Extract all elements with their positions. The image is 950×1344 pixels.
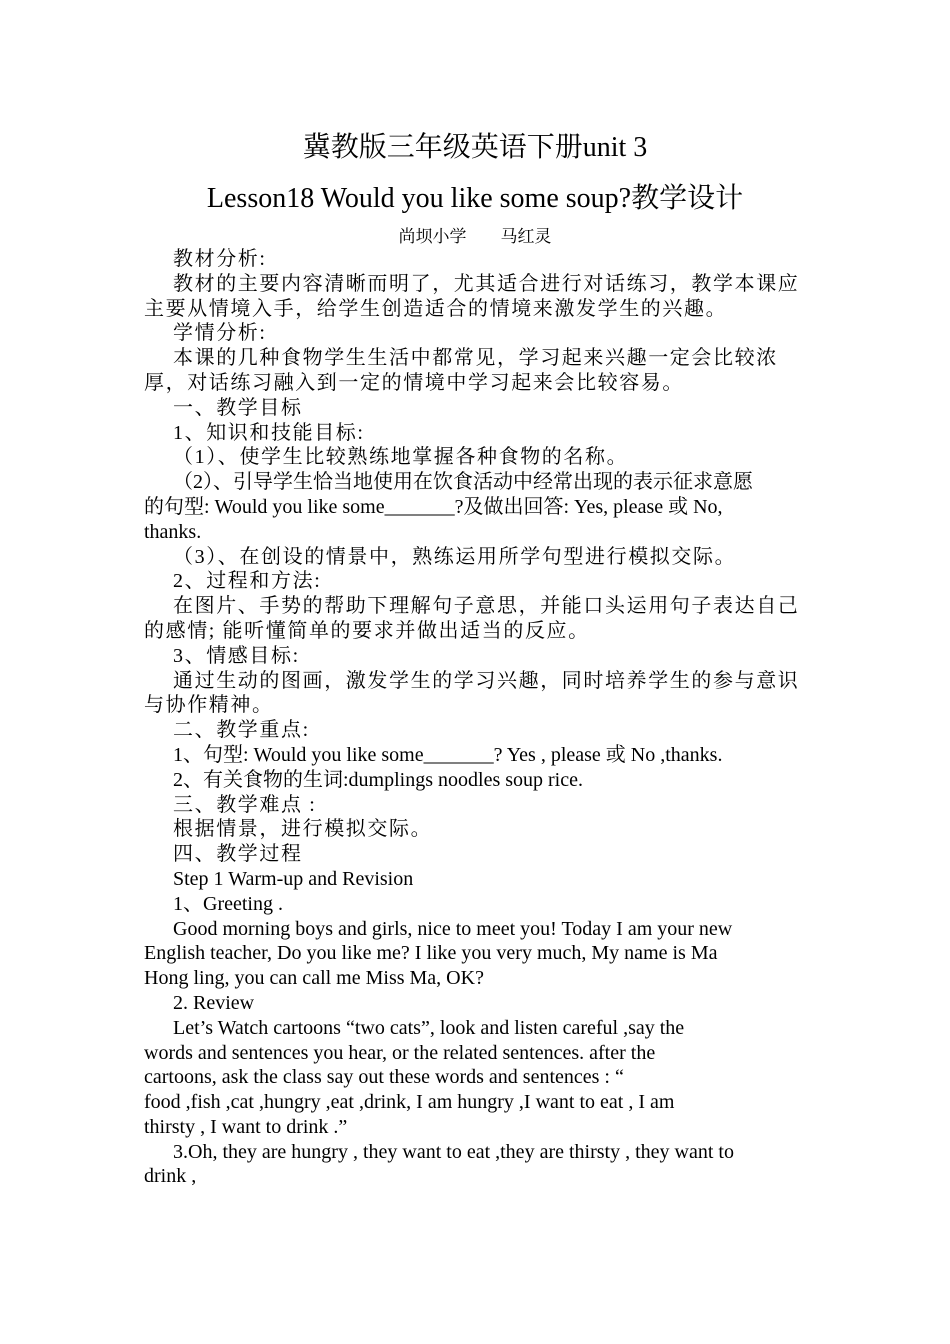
paragraph-line: thirsty , I want to drink .”: [144, 1115, 348, 1138]
paragraph-line: Good morning boys and girls, nice to meet you! Today I am your new: [173, 917, 733, 940]
paragraph-line: English teacher, Do you like me? I like you very much, My name is Ma: [144, 942, 718, 965]
section-heading: 四、教学过程: [173, 843, 303, 866]
document-title-line-1: 冀教版三年级英语下册unit 3: [302, 132, 648, 163]
paragraph-line: 2. Review: [173, 991, 255, 1014]
subsection-heading: 1、知识和技能目标:: [173, 421, 365, 444]
paragraph-line: （3）、在创设的情景中，熟练运用所学句型进行模拟交际。: [173, 545, 737, 568]
paragraph-line: 的句型: Would you like some_______?及做出回答: Yes, please 或 No,: [144, 495, 723, 518]
paragraph-line: 1、句型: Would you like some_______? Yes , please 或 No ,thanks.: [173, 743, 723, 766]
author-line: 尚坝小学 马红灵: [398, 227, 552, 246]
subsection-heading: 3、情感目标:: [173, 644, 300, 667]
paragraph-line: Hong ling, you can call me Miss Ma, OK?: [144, 967, 484, 990]
document-title-line-2: Lesson18 Would you like some soup?教学设计: [206, 183, 744, 214]
paragraph-line: （2）、引导学生恰当地使用在饮食活动中经常出现的表示征求意愿: [173, 471, 753, 494]
paragraph-line: 根据情景，进行模拟交际。: [173, 818, 433, 841]
paragraph-line: drink ,: [144, 1165, 197, 1188]
paragraph-line: 2、有关食物的生词:dumplings noodles soup rice.: [173, 768, 583, 791]
paragraph-line: thanks.: [144, 520, 202, 543]
paragraph-line: 与协作精神。: [144, 694, 274, 717]
paragraph-line: 的感情; 能听懂简单的要求并做出适当的反应。: [144, 619, 590, 642]
paragraph-line: （1）、使学生比较熟练地掌握各种食物的名称。: [173, 446, 629, 469]
heading-student-analysis: 学情分析:: [173, 322, 267, 345]
paragraph-line: cartoons, ask the class say out these words and sentences : “: [144, 1066, 624, 1089]
subsection-heading: 2、过程和方法:: [173, 570, 322, 593]
heading-textbook-analysis: 教材分析:: [173, 248, 267, 270]
section-heading: 三、教学难点 :: [173, 793, 317, 816]
paragraph-line: 通过生动的图画，激发学生的学习兴趣，同时培养学生的参与意识: [173, 669, 800, 692]
paragraph-line: words and sentences you hear, or the related sentences. after the: [144, 1041, 656, 1064]
paragraph-line: 3.Oh, they are hungry , they want to eat ,they are thirsty , they want to: [173, 1140, 734, 1163]
section-heading: 一、教学目标: [173, 396, 303, 419]
paragraph-line: 在图片、手势的帮助下理解句子意思，并能口头运用句子表达自己: [173, 595, 800, 618]
paragraph-line: 厚，对话练习融入到一定的情境中学习起来会比较容易。: [144, 371, 684, 394]
document-body: [144, 247, 806, 1189]
section-heading: 二、教学重点:: [173, 719, 310, 742]
step-heading: Step 1 Warm-up and Revision: [173, 867, 414, 890]
paragraph-line: 主要从情境入手，给学生创造适合的情境来激发学生的兴趣。: [144, 297, 728, 320]
paragraph-line: 本课的几种食物学生生活中都常见，学习起来兴趣一定会比较浓: [173, 347, 778, 370]
paragraph-line: Let’s Watch cartoons “two cats”, look and listen careful ,say the: [173, 1016, 685, 1039]
paragraph-line: food ,fish ,cat ,hungry ,eat ,drink, I am hungry ,I want to eat , I am: [144, 1091, 675, 1114]
paragraph-line: 教材的主要内容清晰而明了，尤其适合进行对话练习，教学本课应: [173, 272, 800, 295]
paragraph-line: 1、Greeting .: [173, 892, 283, 915]
